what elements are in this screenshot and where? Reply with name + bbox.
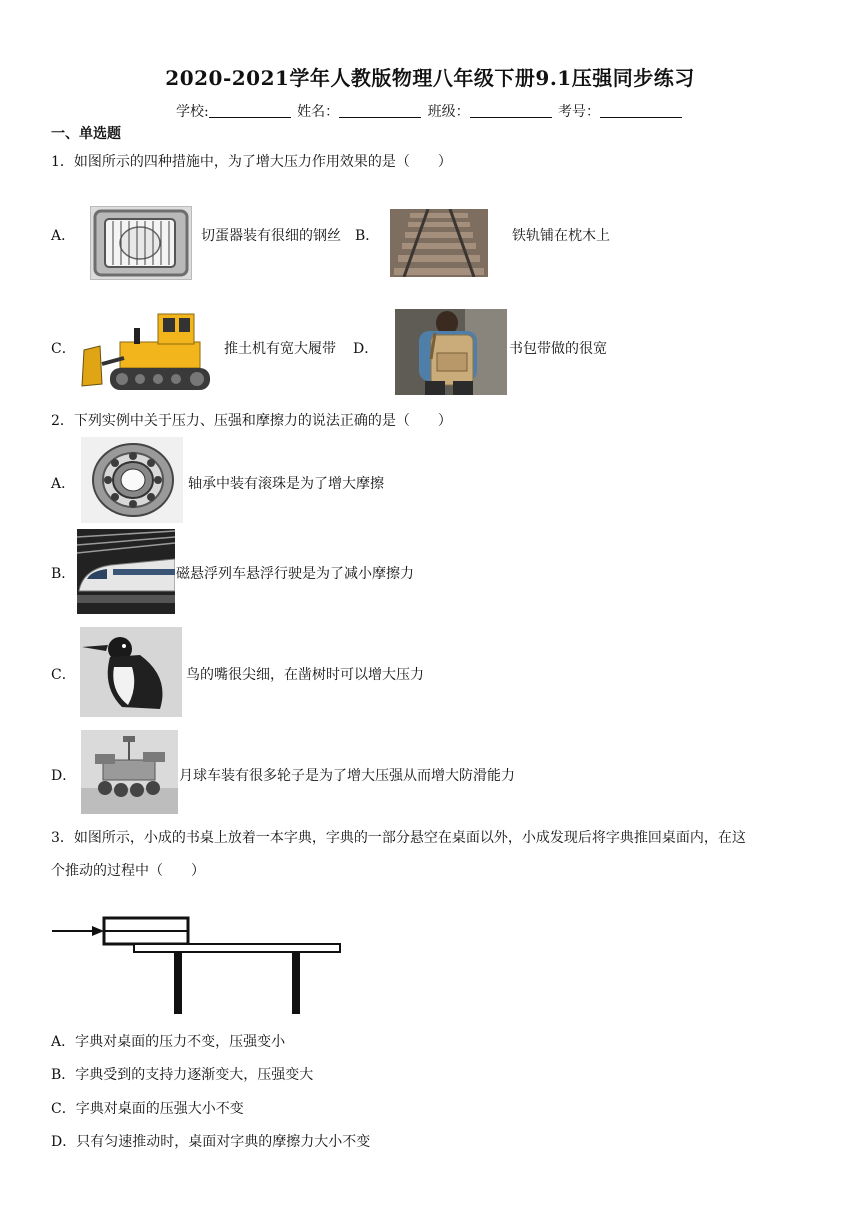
lunar-rover-image [81,730,178,814]
ball-bearing-image [81,437,183,523]
page-title: 2020-2021学年人教版物理八年级下册9.1压强同步练习 [165,66,695,90]
student-info-line [0,101,860,121]
question-1-stem: 1．如图所示的四种措施中，为了增大压力作用效果的是（ ） [51,154,452,170]
maglev-train-image [77,529,175,614]
woodpecker-image [80,627,182,717]
question-3-stem-line-1: 3．如图所示，小成的书桌上放着一本字典，字典的一部分悬空在桌面以外，小成发现后将字典推回桌面内，在这 [51,830,746,846]
dictionary-desk-diagram [52,910,344,1018]
section-heading: 一、单选题 [51,126,121,142]
q3-option-a: A．字典对桌面的压力不变，压强变小 [51,1034,286,1050]
q2-option-a-text: 轴承中装有滚珠是为了增大摩擦 [188,476,384,492]
question-3-stem-line-2: 个推动的过程中（ ） [51,863,205,879]
class-label: 班级： [427,104,470,120]
school-label: 学校: [175,104,209,120]
q1-option-a-text: 切蛋器装有很细的钢丝 [201,228,341,244]
q2-option-b-text: 磁悬浮列车悬浮行驶是为了减小摩擦力 [176,566,414,582]
exam-number-blank[interactable] [600,103,682,118]
q3-option-d: D．只有匀速推动时，桌面对字典的摩擦力大小不变 [51,1134,371,1150]
exam-number-label: 考号： [558,104,601,120]
q1-option-d-text: 书包带做的很宽 [509,341,607,357]
q2-option-d-text: 月球车装有很多轮子是为了增大压强从而增大防滑能力 [179,768,515,784]
q1-option-c-letter: C． [51,341,76,357]
q1-option-d-letter: D． [353,341,379,357]
question-2-stem: 2．下列实例中关于压力、压强和摩擦力的说法正确的是（ ） [51,413,452,429]
q1-option-a-letter: A． [51,228,76,244]
school-blank[interactable] [209,103,291,118]
q2-option-b-letter: B． [51,566,76,582]
q2-option-a-letter: A． [51,476,76,492]
q2-option-d-letter: D． [51,768,77,784]
name-label: 姓名： [297,104,340,120]
q2-option-c-text: 鸟的嘴很尖细，在凿树时可以增大压力 [186,667,424,683]
railway-track-image [390,209,488,277]
q1-option-b-text: 铁轨铺在枕木上 [512,228,610,244]
name-blank[interactable] [339,103,421,118]
class-blank[interactable] [470,103,552,118]
backpack-image [395,309,507,395]
bulldozer-image [80,306,214,394]
q3-option-c: C．字典对桌面的压强大小不变 [51,1101,244,1117]
q1-option-b-letter: B． [355,228,380,244]
q3-option-b: B．字典受到的支持力逐渐变大，压强变大 [51,1067,314,1083]
q1-option-c-text: 推土机有宽大履带 [224,341,336,357]
q2-option-c-letter: C． [51,667,76,683]
egg-slicer-image [90,206,192,280]
